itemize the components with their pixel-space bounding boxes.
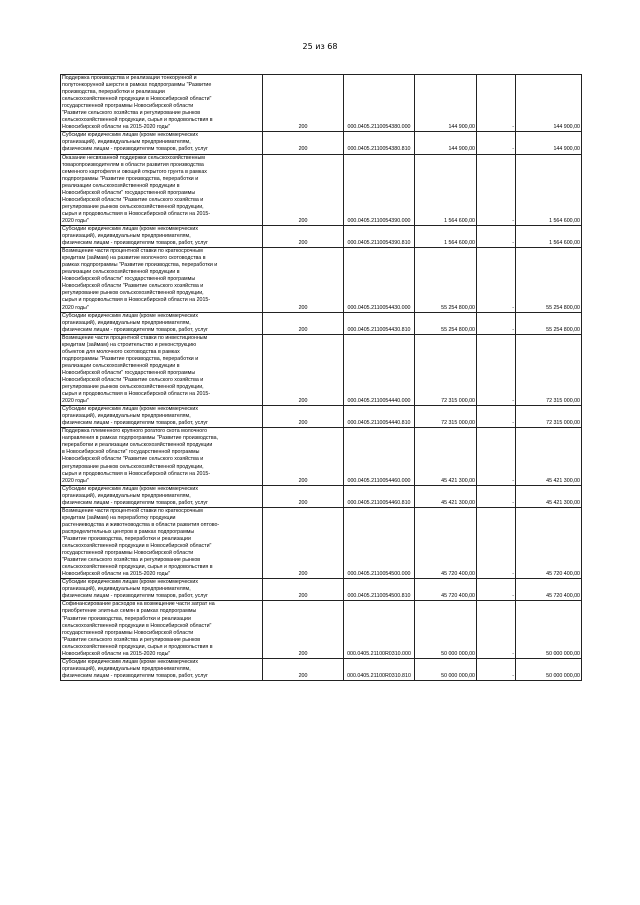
executed-amount-cell: -	[477, 579, 516, 601]
expense-name-cell: Субсидии юридическим лицам (кроме некоммерческих организаций), индивидуальным предпринимателям, физическим лицам - производителям товаров, работ, услуг	[61, 132, 263, 154]
remaining-amount-cell: 45 421 300,00	[516, 428, 582, 485]
kvr-cell: 200	[263, 485, 344, 507]
expense-name-cell: Субсидии юридическим лицам (кроме некоммерческих организаций), индивидуальным предпринимателям, физическим лицам - производителям товаров, работ, услуг	[61, 406, 263, 428]
budget-code-cell: 000.0405.2110054380.000	[344, 75, 415, 132]
kvr-cell: 200	[263, 406, 344, 428]
remaining-amount-cell: 50 000 000,00	[516, 601, 582, 658]
kvr-cell: 200	[263, 579, 344, 601]
expense-name-cell: Возмещение части процентной ставки по инвестиционным кредитам (займам) на строительство и реконструкцию объектов для молочного скотоводства в рамках подпрограммы "Развитие производства, переработки и реализации сельскохозяйственной продукции в Новосибирской области" государственной программы Новосибирской области "Развитие сельского хозяйства и регулирование рынков сельскохозяйственной продукции, сырья и продовольствия в Новосибирской области на 2015- 2020 годы"	[61, 334, 263, 405]
table-row	[61, 601, 582, 658]
expense-name-cell: Субсидии юридическим лицам (кроме некоммерческих организаций), индивидуальным предпринимателям, физическим лицам - производителям товаров, работ, услуг	[61, 225, 263, 247]
approved-amount-cell: 45 720 400,00	[415, 579, 477, 601]
expense-name-cell: Возмещение части процентной ставки по краткосрочным кредитам (займам) на развитие молочного скотоводства в рамках подпрограммы "Развитие производства, переработки и реализации сельскохозяйственной продукции в Новосибирской области" государственной программы Новосибирской области "Развитие сельского хозяйства и регулирование рынков сельскохозяйственной продукции, сырья и продовольствия в Новосибирской области на 2015- 2020 годы"	[61, 248, 263, 312]
budget-code-cell: 000.0405.2110054460.810	[344, 485, 415, 507]
budget-code-cell: 000.0405.2110054430.000	[344, 248, 415, 312]
table-row	[61, 485, 582, 507]
kvr-cell: 200	[263, 334, 344, 405]
budget-code-cell: 000.0405.2110054440.000	[344, 334, 415, 405]
table-row	[61, 428, 582, 485]
approved-amount-cell: 45 720 400,00	[415, 507, 477, 578]
expense-name-cell: Субсидии юридическим лицам (кроме некоммерческих организаций), индивидуальным предпринимателям, физическим лицам - производителям товаров, работ, услуг	[61, 485, 263, 507]
executed-amount-cell: -	[477, 154, 516, 225]
expense-name-cell: Софинансирование расходов на возмещение части затрат на приобретение элитных семян в рамках подпрограммы "Развитие производства, переработки и реализации сельскохозяйственной продукции в Новосибирской области" государственной программы Новосибирской области "Развитие сельского хозяйства и регулирование рынков сельскохозяйственной продукции, сырья и продовольствия в Новосибирской области на 2015-2020 годы"	[61, 601, 263, 658]
remaining-amount-cell: 50 000 000,00	[516, 658, 582, 680]
kvr-cell: 200	[263, 658, 344, 680]
approved-amount-cell: 50 000 000,00	[415, 658, 477, 680]
executed-amount-cell: -	[477, 334, 516, 405]
budget-code-cell: 000.0405.21100R0310.810	[344, 658, 415, 680]
kvr-cell: 200	[263, 428, 344, 485]
table-row	[61, 154, 582, 225]
approved-amount-cell: 72 315 000,00	[415, 406, 477, 428]
expense-name-cell: Оказание несвязанной поддержки сельскохозяйственным товаропроизводителям в области развития производства семенного картофеля и овощей открытого грунта в рамках подпрограммы "Развитие производства, переработки и реализации сельскохозяйственной продукции в Новосибирской области" государственной программы Новосибирской области "Развитие сельского хозяйства и регулирование рынков сельскохозяйственной продукции, сырья и продовольствия в Новосибирской области на 2015- 2020 годы"	[61, 154, 263, 225]
executed-amount-cell: -	[477, 485, 516, 507]
table-row	[61, 132, 582, 154]
expense-name-cell: Возмещение части процентной ставки по краткосрочным кредитам (займам) на переработку продукции растениеводства и животноводства в области развития оптово- распределительных центров в рамках подпрограммы "Развитие производства, переработки и реализации сельскохозяйственной продукции в Новосибирской области" государственной программы Новосибирской области "Развитие сельского хозяйства и регулирование рынков сельскохозяйственной продукции, сырья и продовольствия в Новосибирской области на 2015-2020 годы"	[61, 507, 263, 578]
budget-code-cell: 000.0405.2110054440.810	[344, 406, 415, 428]
kvr-cell: 200	[263, 154, 344, 225]
expense-name-cell: Субсидии юридическим лицам (кроме некоммерческих организаций), индивидуальным предпринимателям, физическим лицам - производителям товаров, работ, услуг	[61, 658, 263, 680]
budget-code-cell: 000.0405.2110054460.000	[344, 428, 415, 485]
approved-amount-cell: 1 564 600,00	[415, 154, 477, 225]
expense-name-cell: Поддержка производства и реализации тонкорунной и полутонкорунной шерсти в рамках подпрограммы "Развитие производства, переработки и реализации сельскохозяйственной продукции в Новосибирской области" государственной программы Новосибирской области "Развитие сельского хозяйства и регулирование рынков сельскохозяйственной продукции, сырья и продовольствия в Новосибирской области на 2015-2020 годы"	[61, 75, 263, 132]
executed-amount-cell: -	[477, 75, 516, 132]
approved-amount-cell: 72 315 000,00	[415, 334, 477, 405]
table-row	[61, 225, 582, 247]
kvr-cell: 200	[263, 248, 344, 312]
approved-amount-cell: 1 564 600,00	[415, 225, 477, 247]
remaining-amount-cell: 72 315 000,00	[516, 406, 582, 428]
kvr-cell: 200	[263, 601, 344, 658]
remaining-amount-cell: 1 564 600,00	[516, 154, 582, 225]
remaining-amount-cell: 55 254 800,00	[516, 312, 582, 334]
expense-name-cell: Поддержка племенного крупного рогатого скота молочного направления в рамках подпрограммы "Развитие производства, переработки и реализации сельскохозяйственной продукции в Новосибирской области" государственной программы Новосибирской области "Развитие сельского хозяйства и регулирование рынков сельскохозяйственной продукции, сырья и продовольствия в Новосибирской области на 2015- 2020 годы"	[61, 428, 263, 485]
table-row	[61, 334, 582, 405]
table-row	[61, 507, 582, 578]
approved-amount-cell: 144 900,00	[415, 132, 477, 154]
executed-amount-cell: -	[477, 225, 516, 247]
table-row	[61, 579, 582, 601]
budget-code-cell: 000.0405.2110054390.810	[344, 225, 415, 247]
approved-amount-cell: 45 421 300,00	[415, 428, 477, 485]
table-row	[61, 248, 582, 312]
budget-table	[60, 74, 582, 681]
remaining-amount-cell: 1 564 600,00	[516, 225, 582, 247]
kvr-cell: 200	[263, 225, 344, 247]
kvr-cell: 200	[263, 312, 344, 334]
expense-name-cell: Субсидии юридическим лицам (кроме некоммерческих организаций), индивидуальным предпринимателям, физическим лицам - производителям товаров, работ, услуг	[61, 579, 263, 601]
executed-amount-cell: -	[477, 406, 516, 428]
table-row	[61, 658, 582, 680]
executed-amount-cell: -	[477, 312, 516, 334]
budget-code-cell: 000.0405.2110054380.810	[344, 132, 415, 154]
page-number: 25 из 68	[302, 42, 338, 51]
expense-name-cell: Субсидии юридическим лицам (кроме некоммерческих организаций), индивидуальным предпринимателям, физическим лицам - производителям товаров, работ, услуг	[61, 312, 263, 334]
kvr-cell: 200	[263, 132, 344, 154]
remaining-amount-cell: 144 900,00	[516, 132, 582, 154]
table-row	[61, 75, 582, 132]
budget-code-cell: 000.0405.2110054430.810	[344, 312, 415, 334]
table-row	[61, 406, 582, 428]
executed-amount-cell: -	[477, 507, 516, 578]
approved-amount-cell: 55 254 800,00	[415, 312, 477, 334]
approved-amount-cell: 144 900,00	[415, 75, 477, 132]
budget-code-cell: 000.0405.2110054500.810	[344, 579, 415, 601]
approved-amount-cell: 50 000 000,00	[415, 601, 477, 658]
approved-amount-cell: 55 254 800,00	[415, 248, 477, 312]
executed-amount-cell: -	[477, 248, 516, 312]
kvr-cell: 200	[263, 507, 344, 578]
budget-code-cell: 000.0405.2110054390.000	[344, 154, 415, 225]
remaining-amount-cell: 45 720 400,00	[516, 507, 582, 578]
remaining-amount-cell: 55 254 800,00	[516, 248, 582, 312]
executed-amount-cell: -	[477, 132, 516, 154]
approved-amount-cell: 45 421 300,00	[415, 485, 477, 507]
table-row	[61, 312, 582, 334]
remaining-amount-cell: 45 720 400,00	[516, 579, 582, 601]
budget-code-cell: 000.0405.2110054500.000	[344, 507, 415, 578]
kvr-cell: 200	[263, 75, 344, 132]
executed-amount-cell: -	[477, 428, 516, 485]
budget-table-body	[61, 75, 582, 681]
executed-amount-cell: -	[477, 658, 516, 680]
executed-amount-cell: -	[477, 601, 516, 658]
remaining-amount-cell: 72 315 000,00	[516, 334, 582, 405]
remaining-amount-cell: 144 900,00	[516, 75, 582, 132]
remaining-amount-cell: 45 421 300,00	[516, 485, 582, 507]
budget-code-cell: 000.0405.21100R0310.000	[344, 601, 415, 658]
